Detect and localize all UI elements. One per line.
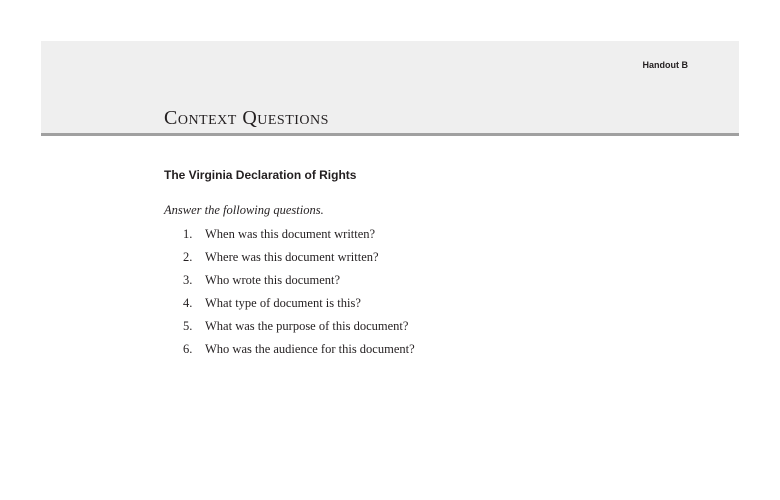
question-item (183, 318, 415, 341)
question-number: 6. (183, 342, 193, 356)
title-divider (41, 133, 739, 136)
question-item (183, 295, 415, 318)
question-number: 2. (183, 250, 193, 264)
question-text: What was the purpose of this document? (205, 319, 409, 333)
document-subtitle: The Virginia Declaration of Rights (164, 168, 357, 182)
page-title: Context Questions (164, 107, 329, 129)
question-text: Where was this document written? (205, 250, 379, 264)
question-number: 5. (183, 319, 193, 333)
question-item (183, 341, 415, 364)
question-item (183, 272, 415, 295)
question-number: 3. (183, 273, 193, 287)
header-band (41, 41, 739, 133)
question-item (183, 249, 415, 272)
question-text: When was this document written? (205, 227, 376, 241)
question-number: 4. (183, 296, 193, 310)
instructions: Answer the following questions. (164, 203, 324, 217)
question-text: What type of document is this? (205, 296, 361, 310)
question-text: Who wrote this document? (205, 273, 341, 287)
handout-label: Handout B (642, 60, 688, 70)
question-number: 1. (183, 227, 193, 241)
question-item (183, 226, 415, 249)
question-list (183, 226, 415, 364)
question-text: Who was the audience for this document? (205, 342, 415, 356)
